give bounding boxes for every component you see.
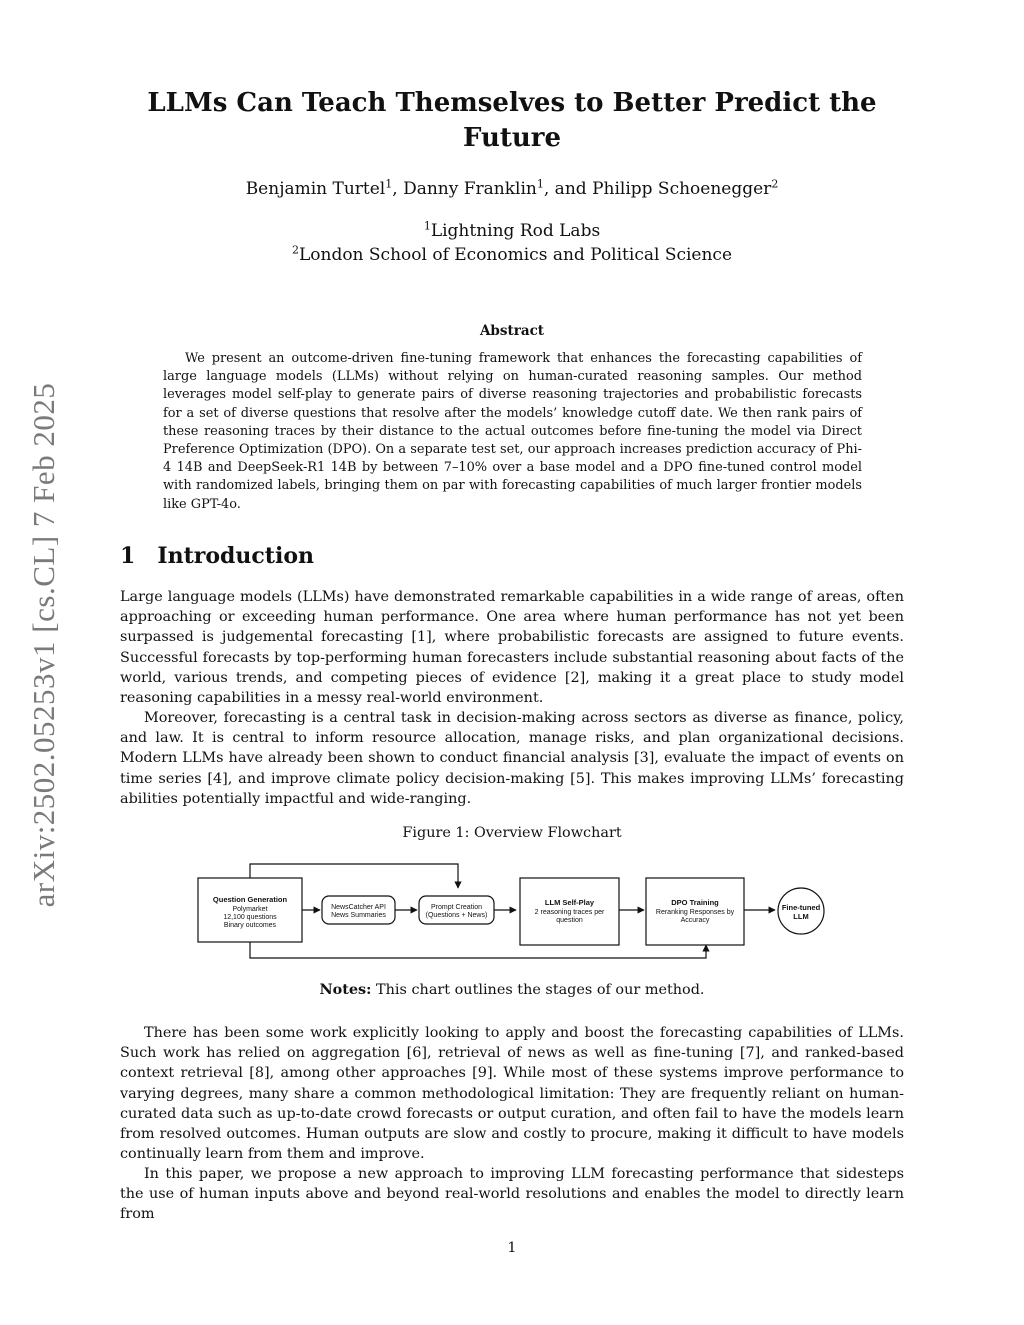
feedback-arrow-bottom (250, 932, 706, 958)
title-line-1: LLMs Can Teach Themselves to Better Predict the (147, 88, 877, 118)
affiliation-list (120, 219, 904, 267)
author-affiliation-mark: 1 (536, 177, 544, 191)
question-generation-line: Polymarket (232, 906, 268, 913)
author-name: Benjamin Turtel (245, 179, 386, 199)
figure-notes-text: This chart outlines the stages of our method. (371, 982, 705, 998)
llm-self-play-line: 2 reasoning traces per (534, 909, 605, 916)
abstract-text: We present an outcome-driven fine-tuning framework that enhances the forecasting capabilities of large language models (LLMs) without relying on human-curated reasoning samples. Our method leverages model self-play to generate pairs of diverse reasoning trajectories and probabilistic forecasts for a set of diverse questions that resolve after the models’ knowledge cutoff date. We then rank pairs of these reasoning traces by their distance to the actual outcomes before fine-tuning the model via Direct Preference Optimization (DPO). On a separate test set, our approach increases prediction accuracy of Phi-4 14B and DeepSeek-R1 14B by between 7–10% over a base model and a DPO fine-tuned control model with randomized labels, bringing them on par with forecasting capabilities of much larger frontier models like GPT-4o. (163, 351, 862, 512)
page-number: 1 (507, 1240, 517, 1256)
fine-tuned-llm-line: LLM (793, 912, 809, 921)
arxiv-identifier-stamp: arXiv:2502.05253v1 [cs.CL] 7 Feb 2025 (26, 382, 61, 908)
body-paragraph-4: In this paper, we propose a new approach to improving LLM forecasting performance that sidesteps the use of human inputs above and beyond real-world resolutions and enables the model to directly learn from (120, 1166, 904, 1223)
affiliation-name: Lightning Rod Labs (430, 221, 601, 241)
fine-tuned-llm-line: Fine-tuned (781, 903, 821, 912)
author-list (120, 179, 904, 199)
prompt-creation-line: (Questions + News) (425, 912, 488, 919)
author-separator: , and (543, 179, 593, 199)
dpo-training-line: Reranking Responses by (655, 909, 735, 916)
section-heading-introduction (120, 543, 314, 569)
newscatcher-line: NewsCatcher API (331, 904, 386, 911)
overview-flowchart (190, 858, 830, 966)
title-line-2: Future (462, 123, 562, 153)
paper-title (120, 86, 904, 156)
figure-notes (120, 981, 904, 998)
intro-paragraph-1: Large language models (LLMs) have demonstrated remarkable capabilities in a wide range of areas, often approaching or exceeding human performance. One area where human performance has not yet been surpassed is judgemental forecasting [1], where probabilistic forecasts are assigned to future events. Successful forecasts by top-performing human forecasters include substantial reasoning about facts of the world, various trends, and competing pieces of evidence [2], making it a great place to study model reasoning capabilities in a messy real-world environment. (120, 589, 904, 707)
author-name: Philipp Schoenegger (592, 179, 772, 199)
abstract-heading: Abstract (479, 323, 545, 339)
question-generation-title: Question Generation (212, 895, 288, 904)
dpo-training-box (646, 878, 744, 945)
dpo-training-title: DPO Training (671, 898, 719, 907)
llm-self-play-line: question (556, 917, 583, 924)
affiliation-number: 1 (423, 219, 431, 233)
section-number: 1 (120, 543, 136, 569)
prompt-creation-line: Prompt Creation (431, 904, 482, 911)
author-name: Danny Franklin (403, 179, 537, 199)
figure-caption: Figure 1: Overview Flowchart (402, 825, 622, 841)
section-title: Introduction (157, 543, 314, 569)
affiliation-item (120, 219, 904, 243)
question-generation-line: Binary outcomes (223, 922, 277, 929)
llm-self-play-title: LLM Self-Play (544, 898, 595, 907)
intro-paragraph-2: Moreover, forecasting is a central task in decision-making across sectors as diverse as finance, policy, and law. It is central to inform resource allocation, manage risks, and plan organizational decisions. Modern LLMs have already been shown to conduct financial analysis [3], evaluate the impact of events on time series [4], and improve climate policy decision-making [5]. This makes improving LLMs’ forecasting abilities potentially impactful and wide-ranging. (120, 710, 904, 807)
newscatcher-box (322, 896, 395, 924)
author-affiliation-mark: 1 (385, 177, 393, 191)
llm-self-play-box (520, 878, 619, 945)
question-generation-line: 12,100 questions (223, 914, 277, 921)
newscatcher-line: News Summaries (331, 912, 386, 919)
affiliation-number: 2 (291, 243, 299, 257)
question-generation-box (198, 878, 302, 942)
figure-notes-label: Notes: (319, 981, 372, 998)
dpo-training-line: Accuracy (680, 917, 710, 924)
affiliation-name: London School of Economics and Political Science (298, 245, 733, 265)
author-separator: , (392, 179, 404, 199)
affiliation-item (120, 243, 904, 267)
prompt-creation-box (419, 896, 494, 924)
author-affiliation-mark: 2 (771, 177, 779, 191)
body-paragraph-3: There has been some work explicitly looking to apply and boost the forecasting capabilities of LLMs. Such work has relied on aggregation [6], retrieval of news as well as fine-tuning [7], and ranked-based context retrieval [8], among other approaches [9]. While most of these systems improve performance to varying degrees, many share a common methodological limitation: They are frequently reliant on human-curated data such as up-to-date crowd forecasts or output curation, and often fail to have the models learn from resolved outcomes. Human outputs are slow and costly to procure, making it difficult to have models continually learn from them and improve. (120, 1025, 904, 1163)
fine-tuned-llm-node (778, 888, 824, 934)
